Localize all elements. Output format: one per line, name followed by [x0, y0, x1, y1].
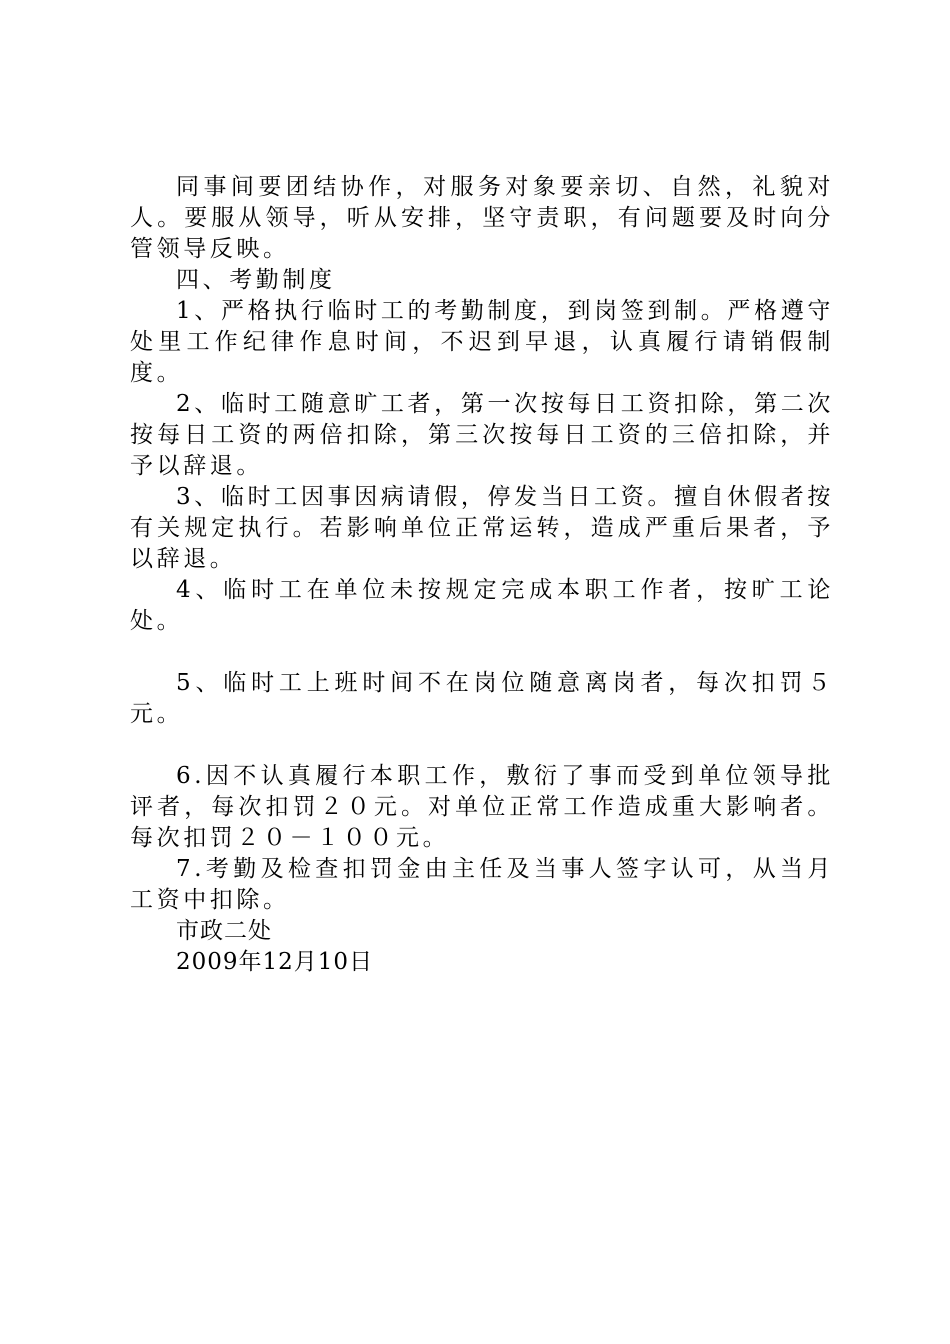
spacer [130, 730, 834, 761]
rule-3: 3、临时工因事因病请假，停发当日工资。擅自休假者按有关规定执行。若影响单位正常运转，造成严重后果者，予以辞退。 [130, 484, 834, 572]
document-page [130, 172, 834, 978]
section-heading-attendance: 四、考勤制度 [176, 267, 336, 293]
rule-6: 6.因不认真履行本职工作，敷衍了事而受到单位领导批评者，每次扣罚２０元。对单位正常工作造成重大影响者。每次扣罚２０－１００元。 [130, 763, 834, 851]
signature-org: 市政二处 [176, 918, 272, 944]
rule-4: 4、临时工在单位未按规定完成本职工作者，按旷工论处。 [130, 577, 834, 634]
rule-7: 7.考勤及检查扣罚金由主任及当事人签字认可，从当月工资中扣除。 [130, 856, 834, 913]
spacer [130, 637, 834, 668]
rule-1: 1、严格执行临时工的考勤制度，到岗签到制。严格遵守处里工作纪律作息时间，不迟到早退，认真履行请销假制度。 [130, 298, 834, 386]
paragraph-teamwork: 同事间要团结协作，对服务对象要亲切、自然，礼貌对人。要服从领导，听从安排，坚守责职，有问题要及时向分管领导反映。 [130, 174, 834, 262]
rule-5: 5、临时工上班时间不在岗位随意离岗者，每次扣罚５元。 [130, 670, 834, 727]
signature-date: 2009年12月10日 [176, 949, 374, 975]
rule-2: 2、临时工随意旷工者，第一次按每日工资扣除，第二次按每日工资的两倍扣除，第三次按每日工资的三倍扣除，并予以辞退。 [130, 391, 834, 479]
